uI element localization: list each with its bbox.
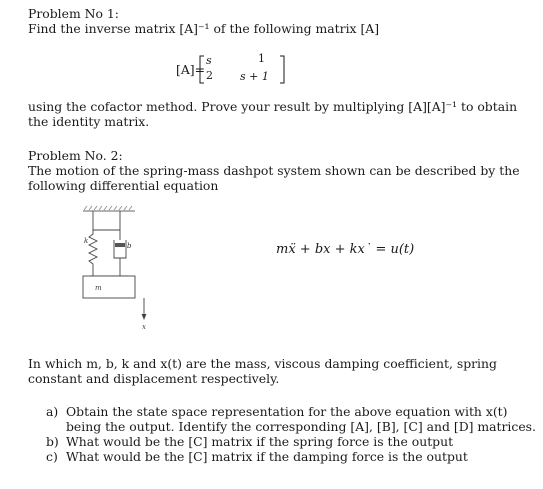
mass-block xyxy=(83,276,135,298)
spring-label: k xyxy=(84,237,89,245)
problem1-instruction-line1: using the cofactor method. Prove your result by multiplying [A][A]⁻¹ to obtain xyxy=(28,99,518,114)
problem1-title: Problem No 1: xyxy=(28,6,119,21)
damper xyxy=(114,230,126,276)
matrix-cell-2-1: 2 xyxy=(206,69,213,82)
problem1-statement: Find the inverse matrix [A]⁻¹ of the following matrix [A] xyxy=(28,21,380,36)
part-c-text: What would be the [C] matrix if the damping force is the output xyxy=(66,449,468,464)
part-b xyxy=(46,434,536,449)
spring xyxy=(89,230,97,276)
matrix-a xyxy=(176,52,306,88)
ceiling-hatch xyxy=(83,206,135,211)
part-a-text-line1: Obtain the state space representation for the above equation with x(t) xyxy=(66,404,508,419)
problem2-title: Problem No. 2: xyxy=(28,148,123,163)
mass-label: m xyxy=(95,284,102,292)
matrix-cell-1-2: 1 xyxy=(258,52,265,65)
problem1-instruction-line2: the identity matrix. xyxy=(28,114,150,129)
part-a-text-line2: being the output. Identify the corresponding [A], [B], [C] and [D] matrices. xyxy=(66,419,536,434)
differential-equation: mẍ + bx + kx˙ = u(t) xyxy=(276,242,415,257)
matrix-label: [A]= xyxy=(176,62,205,77)
matrix-cell-2-2: s + 1 xyxy=(240,70,269,83)
problem2-definition-line1: In which m, b, k and x(t) are the mass, viscous damping coefficient, spring xyxy=(28,356,497,371)
matrix-cell-1-1: s xyxy=(206,54,212,67)
problem2-statement-line2: following differential equation xyxy=(28,178,219,193)
displacement-label: x xyxy=(142,323,146,331)
problem2-statement-line1: The motion of the spring-mass dashpot system shown can be described by the xyxy=(28,163,520,178)
problem2-definition-line2: constant and displacement respectively. xyxy=(28,371,280,386)
part-b-text: What would be the [C] matrix if the spring force is the output xyxy=(66,434,454,449)
part-a xyxy=(46,404,536,419)
part-b-label: b) xyxy=(46,434,59,449)
spring-mass-damper-figure xyxy=(80,204,160,334)
part-a-label: a) xyxy=(46,404,59,419)
part-c xyxy=(46,449,536,464)
problem2-parts xyxy=(46,404,536,464)
damper-label: b xyxy=(127,242,132,250)
part-c-label: c) xyxy=(46,449,58,464)
